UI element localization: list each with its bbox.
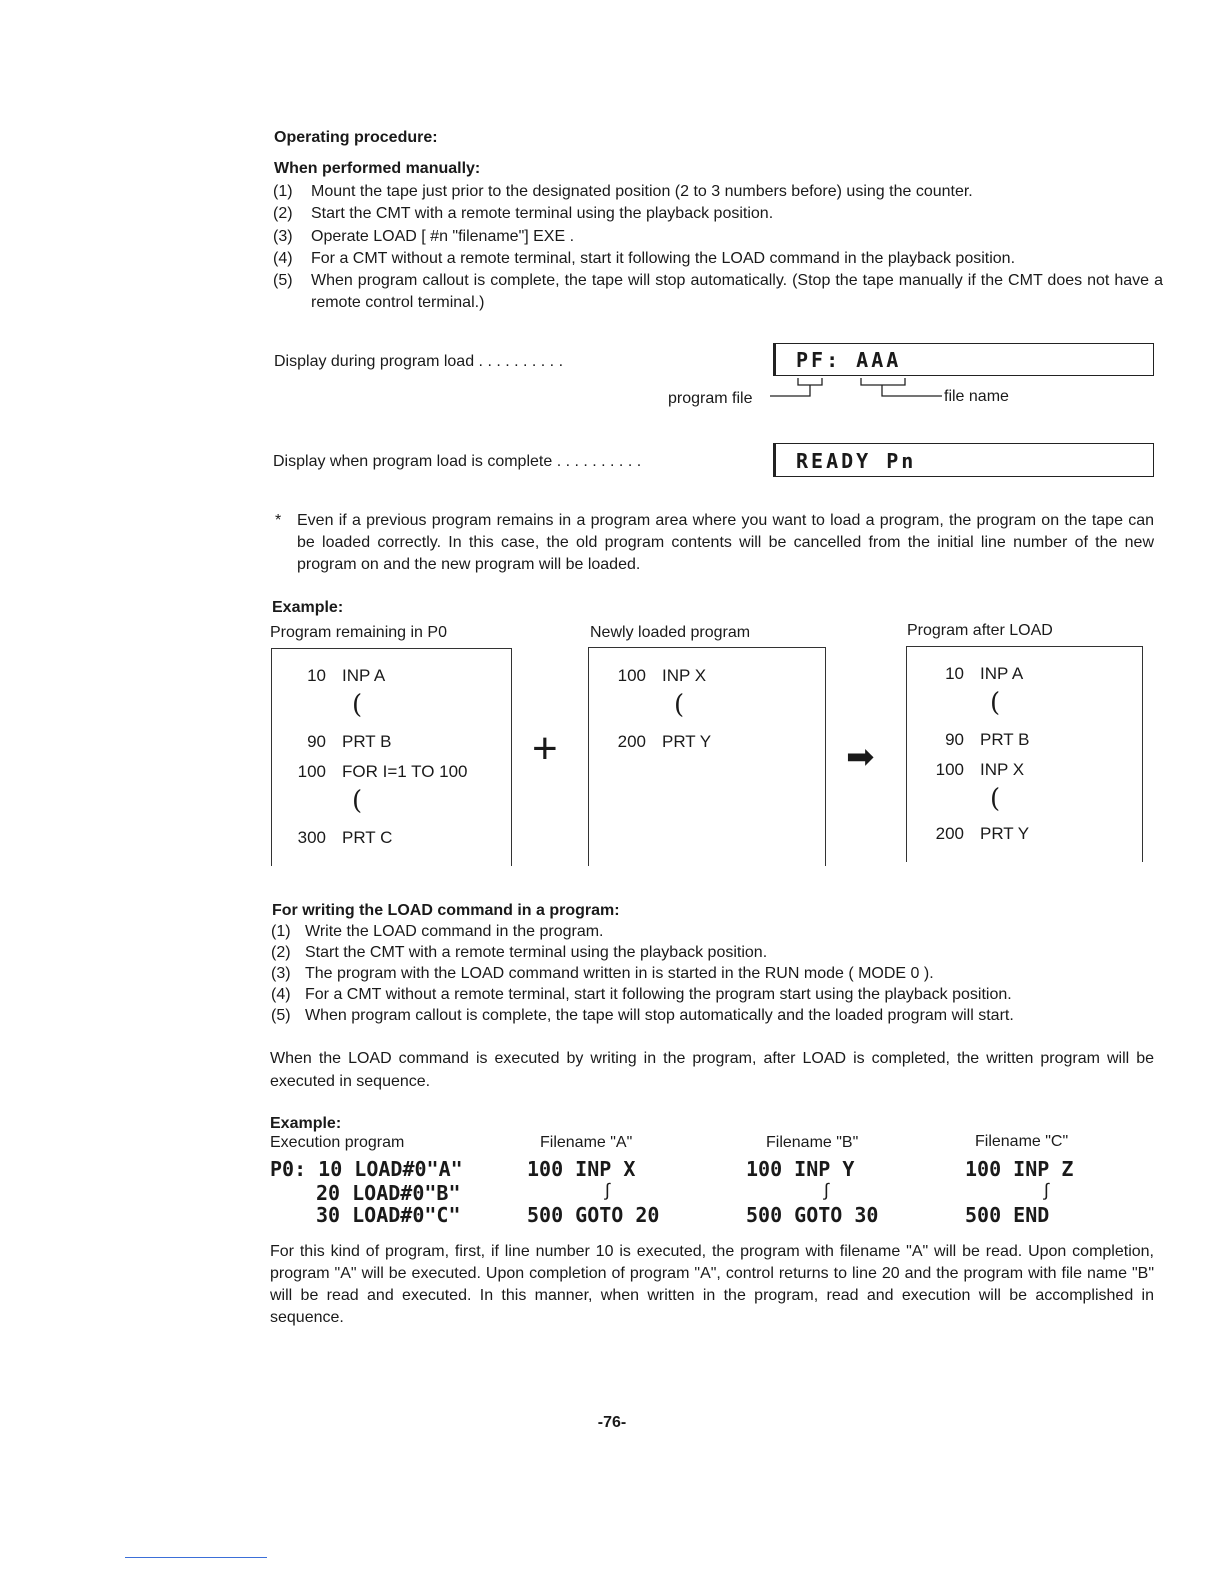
list-item: [271, 942, 1156, 963]
step-number: (4): [271, 986, 291, 1003]
step-text: Write the LOAD command in the program.: [305, 923, 604, 940]
arrow-right-icon: ➡: [846, 737, 875, 777]
file-a-line: 100 INP X: [527, 1157, 636, 1181]
step-number: (2): [271, 944, 291, 961]
file-b-line: 500 GOTO 30: [746, 1203, 879, 1227]
statement: INP X: [662, 666, 707, 685]
display-complete-label: Display when program load is complete . . . . . . . . . .: [273, 453, 642, 470]
list-item: [273, 226, 1163, 248]
note-text: Even if a previous program remains in a program area where you want to load a program, the program on the tape can be loaded correctly. In this case, the old program contents will be cancelled from the initial line number of the new program on and the new program will be loaded.: [297, 512, 1154, 573]
lcd-text: PF: AAA: [796, 348, 902, 372]
example2-heading: Example:: [270, 1115, 342, 1132]
page-number: -76-: [597, 1414, 627, 1431]
lcd-display-load: [773, 343, 1154, 376]
paragraph-sequence: When the LOAD command is executed by writing in the program, after LOAD is completed, the written program will be executed in sequence.: [270, 1050, 1154, 1090]
step-number: (3): [273, 228, 293, 245]
step-text: The program with the LOAD command written in is started in the RUN mode ( MODE 0 ).: [305, 965, 934, 982]
example2-col-label: Filename "B": [766, 1134, 859, 1151]
exec-line: P0: 10 LOAD#0"A": [270, 1157, 463, 1181]
line-number: 200: [935, 824, 964, 843]
heading-program: For writing the LOAD command in a program:: [272, 902, 620, 919]
heading-manual: When performed manually:: [274, 160, 481, 177]
statement: INP A: [342, 666, 386, 685]
exec-line: 20 LOAD#0"B": [316, 1181, 461, 1205]
manual-steps-list: [273, 181, 1163, 314]
continuation-mark: (: [990, 784, 1001, 814]
bracket-annotations: [760, 376, 950, 404]
line-number: 100: [297, 762, 326, 781]
example1-col3-label: Program after LOAD: [907, 622, 1053, 639]
continuation-mark: ∫: [824, 1180, 829, 1200]
example2-col-label: Execution program: [270, 1134, 405, 1151]
line-number: 10: [307, 666, 326, 685]
continuation-mark: (: [352, 786, 363, 816]
step-text: Mount the tape just prior to the designated position (2 to 3 numbers before) using the counter.: [311, 183, 973, 200]
step-number: (3): [271, 965, 291, 982]
file-name-label: file name: [944, 388, 1009, 405]
display-load-label: Display during program load . . . . . . . . . .: [274, 353, 564, 370]
lcd-text: READY Pn: [796, 449, 917, 473]
line-number: 200: [617, 732, 646, 751]
example1-col1-label: Program remaining in P0: [270, 624, 447, 641]
step-text: For a CMT without a remote terminal, start it following the program start using the playback position.: [305, 986, 1012, 1003]
step-text: Start the CMT with a remote terminal using the playback position.: [311, 205, 774, 222]
statement: PRT Y: [662, 732, 712, 751]
footer-rule: [125, 1557, 267, 1558]
list-item: [273, 181, 1163, 203]
program-steps-list: [271, 921, 1156, 1026]
list-item: [273, 248, 1163, 270]
continuation-mark: ∫: [1044, 1180, 1049, 1200]
example1-heading: Example:: [272, 599, 344, 616]
list-item: [271, 963, 1156, 984]
line-number: 300: [297, 828, 326, 847]
file-name-bracket: [861, 378, 942, 396]
exec-line: 30 LOAD#0"C": [316, 1203, 461, 1227]
list-item: [273, 203, 1163, 226]
list-item: [271, 1005, 1156, 1026]
plus-sign: +: [532, 724, 558, 773]
program-file-bracket: [770, 378, 822, 396]
step-number: (4): [273, 250, 293, 267]
line-number: 90: [945, 730, 964, 749]
file-a-line: 500 GOTO 20: [527, 1203, 660, 1227]
continuation-mark: (: [674, 690, 685, 720]
step-number: (1): [273, 183, 293, 200]
step-text: Operate LOAD [ #n "filename"] EXE .: [311, 228, 575, 245]
program-file-label: program file: [668, 390, 753, 407]
file-b-line: 100 INP Y: [746, 1157, 855, 1181]
example2-col-label: Filename "A": [540, 1134, 633, 1151]
step-text: When program callout is complete, the tape will stop automatically and the loaded program will start.: [305, 1007, 1014, 1024]
statement: PRT C: [342, 828, 393, 847]
step-number: (2): [273, 205, 293, 222]
statement: INP A: [980, 664, 1024, 683]
heading-operating-procedure: Operating procedure:: [274, 129, 438, 146]
paragraph-final: For this kind of program, first, if line number 10 is executed, the program with filename "A" will be read. Upon completion, program "A" will be executed. Upon completion of program "A", control returns to line 20 and the program with file name "B" will be read and executed. In this manner, when written in the program, read and execution will be accomplished in sequence.: [270, 1243, 1154, 1326]
step-number: (1): [271, 923, 291, 940]
continuation-mark: (: [352, 690, 363, 720]
lcd-display-complete: [773, 443, 1154, 477]
line-number: 90: [307, 732, 326, 751]
continuation-mark: ∫: [605, 1180, 610, 1200]
statement: PRT Y: [980, 824, 1030, 843]
line-number: 10: [945, 664, 964, 683]
step-text: Start the CMT with a remote terminal using the playback position.: [305, 944, 768, 961]
note-asterisk: *: [275, 512, 282, 529]
statement: INP X: [980, 760, 1025, 779]
list-item: [273, 270, 1163, 314]
example2-col-label: Filename "C": [975, 1133, 1069, 1150]
file-c-line: 100 INP Z: [965, 1157, 1074, 1181]
step-number: (5): [273, 272, 293, 289]
line-number: 100: [935, 760, 964, 779]
list-item: [271, 984, 1156, 1005]
statement: FOR I=1 TO 100: [342, 762, 468, 781]
statement: PRT B: [342, 732, 392, 751]
file-c-line: 500 END: [965, 1203, 1050, 1227]
line-number: 100: [617, 666, 646, 685]
step-number: (5): [271, 1007, 291, 1024]
step-text: For a CMT without a remote terminal, start it following the LOAD command in the playback position.: [311, 250, 1016, 267]
list-item: [271, 921, 1156, 942]
statement: PRT B: [980, 730, 1030, 749]
example1-col2-label: Newly loaded program: [590, 624, 751, 641]
step-text: When program callout is complete, the tape will stop automatically. (Stop the tape manually if the CMT does not have a remote control terminal.): [311, 272, 1163, 311]
continuation-mark: (: [990, 688, 1001, 718]
